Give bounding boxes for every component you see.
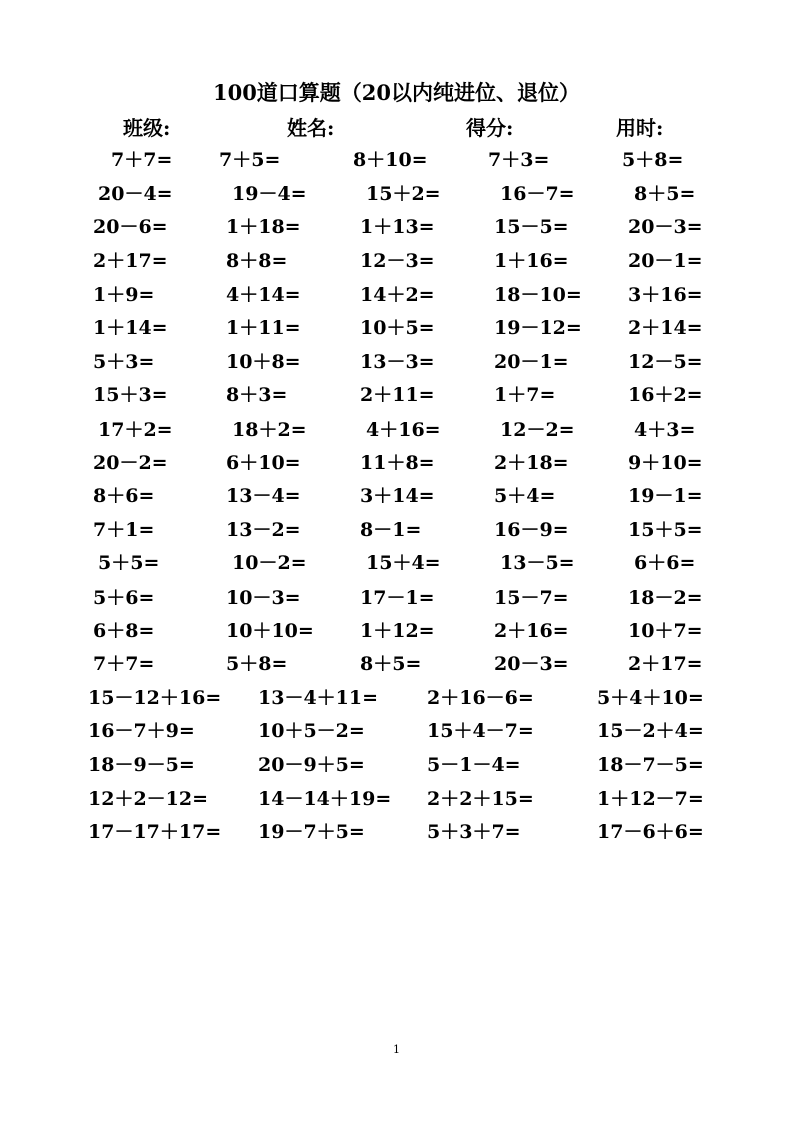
problem-item: 8＋5= <box>360 653 422 675</box>
problem-item: 12－5= <box>628 351 703 373</box>
score-label: 得分: <box>466 116 514 140</box>
problem-item: 6＋8= <box>93 620 155 642</box>
problem-item: 18－9－5= <box>88 754 195 776</box>
problem-item: 7＋7= <box>111 149 173 171</box>
problem-item: 17－17＋17= <box>88 821 222 843</box>
problem-item: 10＋10= <box>226 620 314 642</box>
problem-item: 13－5= <box>500 552 575 574</box>
problem-item: 2＋16－6= <box>427 687 534 709</box>
problem-item: 20－9＋5= <box>258 754 365 776</box>
problem-item: 20－3= <box>628 216 703 238</box>
problem-item: 3＋16= <box>628 284 703 306</box>
problem-item: 15＋5= <box>628 519 703 541</box>
problem-item: 15＋4= <box>366 552 441 574</box>
problem-item: 8＋5= <box>634 183 696 205</box>
problem-item: 20－1= <box>628 250 703 272</box>
problem-item: 1＋16= <box>494 250 569 272</box>
problem-item: 7＋7= <box>93 653 155 675</box>
problem-item: 5＋6= <box>93 587 155 609</box>
page-title: 100道口算题（20以内纯进位、退位） <box>212 80 581 105</box>
problem-item: 17－1= <box>360 587 435 609</box>
problem-item: 13－2= <box>226 519 301 541</box>
problem-item: 10＋5－2= <box>258 720 365 742</box>
problem-item: 2＋18= <box>494 452 569 474</box>
problem-item: 1＋14= <box>93 317 168 339</box>
problem-item: 15＋2= <box>366 183 441 205</box>
problem-item: 2＋16= <box>494 620 569 642</box>
problem-item: 20－4= <box>98 183 173 205</box>
problem-item: 6＋6= <box>634 552 696 574</box>
problem-item: 7＋5= <box>219 149 281 171</box>
class-label: 班级: <box>123 116 171 140</box>
problem-item: 7＋3= <box>488 149 550 171</box>
problem-item: 4＋14= <box>226 284 301 306</box>
problem-item: 5＋8= <box>226 653 288 675</box>
problem-item: 20－3= <box>494 653 569 675</box>
problem-item: 2＋17= <box>628 653 703 675</box>
problem-item: 1＋12－7= <box>597 788 704 810</box>
problem-item: 17－6＋6= <box>597 821 704 843</box>
problem-item: 15＋3= <box>93 384 168 406</box>
problem-item: 1＋13= <box>360 216 435 238</box>
problem-item: 20－1= <box>494 351 569 373</box>
problem-item: 15－5= <box>494 216 569 238</box>
problem-item: 15＋4－7= <box>427 720 534 742</box>
name-label: 姓名: <box>287 116 335 140</box>
problem-item: 5＋5= <box>98 552 160 574</box>
time-label: 用时: <box>616 116 664 140</box>
problem-item: 5＋4＋10= <box>597 687 704 709</box>
problem-item: 8＋6= <box>93 485 155 507</box>
problem-item: 12－2= <box>500 419 575 441</box>
problem-item: 1＋11= <box>226 317 301 339</box>
problem-item: 18－10= <box>494 284 582 306</box>
problem-item: 20－2= <box>93 452 168 474</box>
problem-item: 13－4= <box>226 485 301 507</box>
problem-item: 19－4= <box>232 183 307 205</box>
problem-item: 10＋8= <box>226 351 301 373</box>
problem-item: 4＋16= <box>366 419 441 441</box>
problem-item: 8－1= <box>360 519 422 541</box>
problem-item: 8＋10= <box>353 149 428 171</box>
problem-item: 19－1= <box>628 485 703 507</box>
problem-item: 1＋9= <box>93 284 155 306</box>
problem-item: 1＋12= <box>360 620 435 642</box>
problem-item: 16－9= <box>494 519 569 541</box>
problem-item: 5＋3＋7= <box>427 821 521 843</box>
problem-item: 18－2= <box>628 587 703 609</box>
problem-item: 12＋2－12= <box>88 788 209 810</box>
problem-item: 1＋18= <box>226 216 301 238</box>
problem-item: 8＋8= <box>226 250 288 272</box>
problem-item: 18＋2= <box>232 419 307 441</box>
problem-item: 17＋2= <box>98 419 173 441</box>
problem-item: 18－7－5= <box>597 754 704 776</box>
page-number: 1 <box>393 1043 400 1056</box>
problem-item: 16－7＋9= <box>88 720 195 742</box>
problem-item: 5＋4= <box>494 485 556 507</box>
problem-item: 1＋7= <box>494 384 556 406</box>
problem-item: 15－7= <box>494 587 569 609</box>
problem-item: 11＋8= <box>360 452 435 474</box>
problem-item: 2＋14= <box>628 317 703 339</box>
problem-item: 15－2＋4= <box>597 720 704 742</box>
problem-item: 19－7＋5= <box>258 821 365 843</box>
problem-item: 12－3= <box>360 250 435 272</box>
problem-item: 5＋3= <box>93 351 155 373</box>
problem-item: 2＋11= <box>360 384 435 406</box>
problem-item: 7＋1= <box>93 519 155 541</box>
problem-item: 14＋2= <box>360 284 435 306</box>
problem-item: 14－14＋19= <box>258 788 392 810</box>
problem-item: 16－7= <box>500 183 575 205</box>
problem-item: 16＋2= <box>628 384 703 406</box>
problem-item: 15－12＋16= <box>88 687 222 709</box>
problem-item: 13－3= <box>360 351 435 373</box>
problem-item: 9＋10= <box>628 452 703 474</box>
problem-item: 5＋8= <box>622 149 684 171</box>
problem-item: 2＋2＋15= <box>427 788 534 810</box>
problem-item: 2＋17= <box>93 250 168 272</box>
problem-item: 10－3= <box>226 587 301 609</box>
problem-item: 6＋10= <box>226 452 301 474</box>
problem-item: 8＋3= <box>226 384 288 406</box>
problem-item: 10＋5= <box>360 317 435 339</box>
problem-item: 5－1－4= <box>427 754 521 776</box>
problem-item: 4＋3= <box>634 419 696 441</box>
problem-item: 20－6= <box>93 216 168 238</box>
problem-item: 19－12= <box>494 317 582 339</box>
problem-item: 10＋7= <box>628 620 703 642</box>
problem-item: 10－2= <box>232 552 307 574</box>
problem-item: 13－4＋11= <box>258 687 379 709</box>
problem-item: 3＋14= <box>360 485 435 507</box>
